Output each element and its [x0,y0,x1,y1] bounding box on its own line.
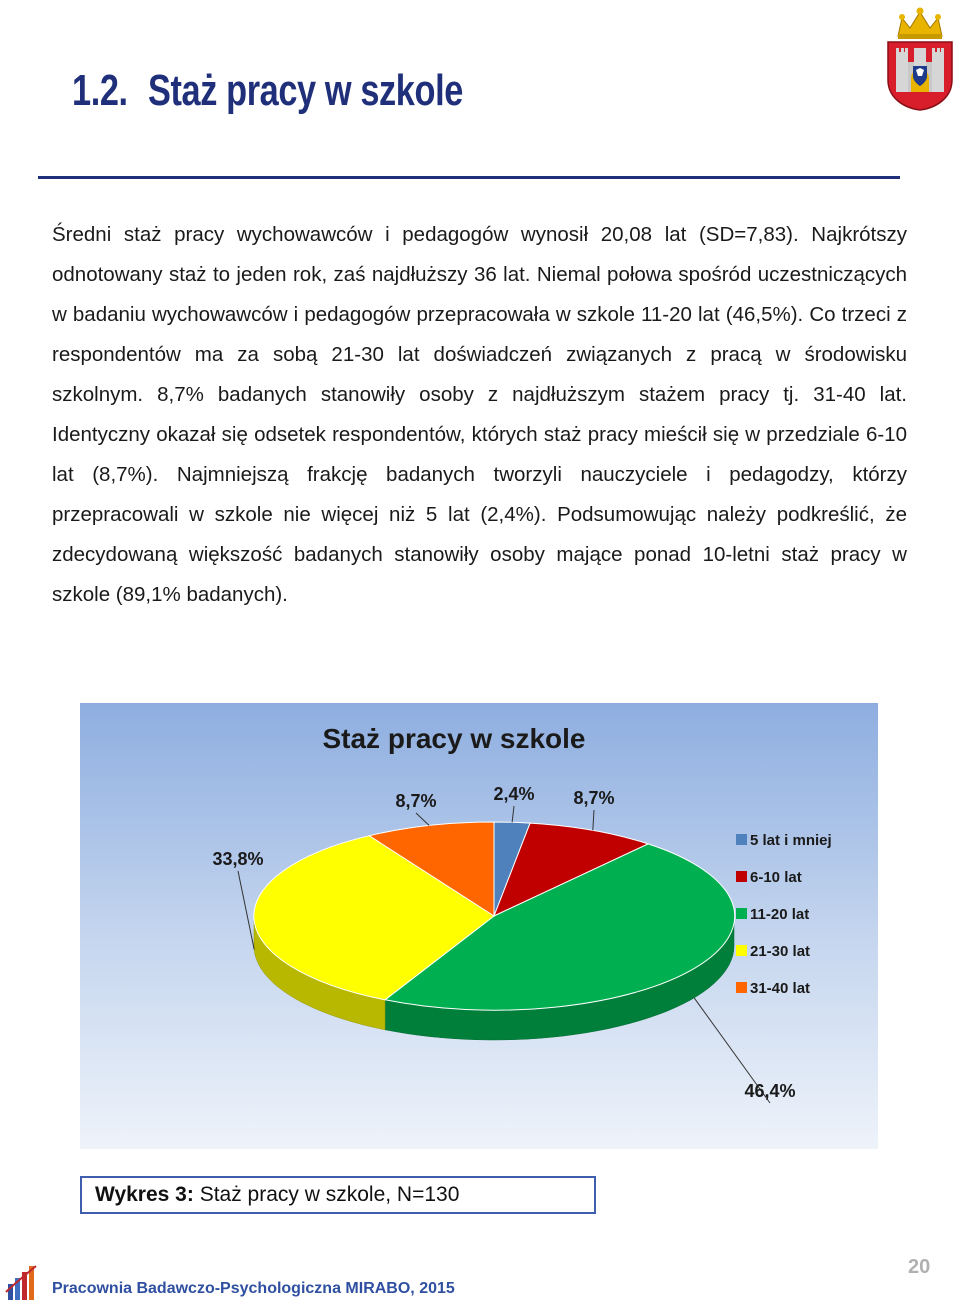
legend-label: 31-40 lat [750,980,811,997]
legend-label: 11-20 lat [750,906,810,923]
legend-swatch [736,982,747,993]
legend-label: 6-10 lat [750,869,802,886]
caption-prefix: Wykres 3: [95,1183,194,1206]
mirabo-logo-icon [4,1262,38,1302]
data-label: 33,8% [212,849,264,869]
krakow-coat-of-arms-icon [884,6,956,112]
body-paragraph: Średni staż pracy wychowawców i pedagogów wynosił 20,08 lat (SD=7,83). Najkrótszy odnotowany staż to jeden rok, zaś najdłuższy 36 lat. Niemal połowa spośród uczestniczących w badaniu wychowawców i pedagogów przepracowała w szkole 11-20 lat (46,5%). Co trzeci z respondentów ma za sobą 21-30 lat doświadczeń związanych z pracą w środowisku szkolnym. 8,7% badanych stanowiły osoby z najdłuższym stażem pracy tj. 31-40 lat. Identyczny okazał się odsetek respondentów, których staż pracy mieścił się w przedziale 6-10 lat (8,7%). Najmniejszą frakcję badanych tworzyli nauczyciele i pedagodzy, którzy przepracowali w szkole nie więcej niż 5 lat (2,4%). Podsumowując należy podkreślić, że zdecydowaną większość badanych stanowiły osoby mające ponad 10-letni staż pracy w szkole (89,1% badanych). [52,223,907,606]
footer-organization: Pracownia Badawczo-Psychologiczna MIRABO, 2015 [52,1280,455,1297]
pie-chart-svg [80,703,878,1149]
pie-chart [80,703,878,1149]
legend-swatch [736,834,747,845]
legend-label: 5 lat i mniej [750,832,832,849]
section-title: Staż pracy w szkole [147,66,463,115]
legend-swatch [736,908,747,919]
caption-text: Staż pracy w szkole, N=130 [199,1183,460,1206]
data-label: 8,7% [395,791,437,811]
section-heading [72,66,463,116]
data-label: 46,4% [744,1081,796,1101]
legend-swatch [736,945,747,956]
page-number: 20 [908,1256,931,1278]
chart-title: Staż pracy w szkole [322,723,586,754]
figure-caption [80,1176,596,1214]
data-label: 2,4% [493,784,535,804]
data-label: 8,7% [573,788,615,808]
section-number: 1.2. [72,66,128,115]
legend-label: 21-30 lat [750,943,811,960]
heading-rule [38,176,900,179]
legend-swatch [736,871,747,882]
